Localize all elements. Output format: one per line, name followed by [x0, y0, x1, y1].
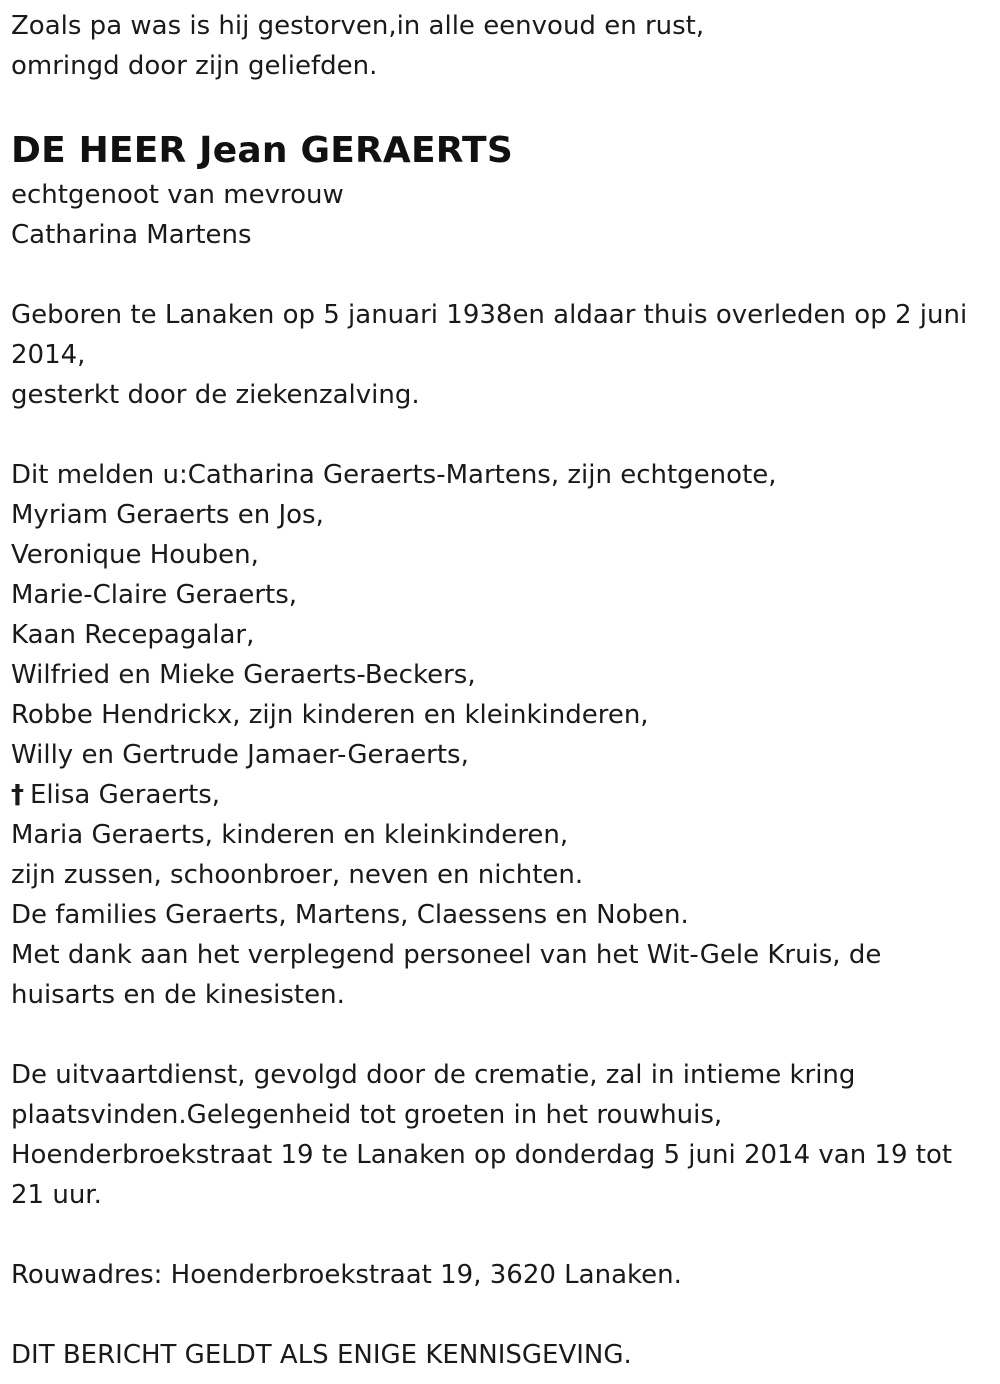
announcers-block [11, 455, 991, 1015]
service-block [11, 1055, 991, 1215]
birth-death-text: Geboren te Lanaken op 5 januari 1938en aldaar thuis overleden op 2 juni 2014, [11, 300, 968, 370]
announcer-line: Maria Geraerts, kinderen en kleinkinderen, [11, 820, 569, 850]
deceased-sister-line [11, 775, 991, 815]
thanks-text: Met dank aan het verplegend personeel van het Wit-Gele Kruis, de huisarts en de kinesisten. [11, 940, 882, 1010]
sacrament-text: gesterkt door de ziekenzalving. [11, 380, 420, 410]
deceased-name: DE HEER Jean GERAERTS [11, 130, 513, 171]
spouse-name: Catharina Martens [11, 220, 252, 250]
mourning-address: Rouwadres: Hoenderbroekstraat 19, 3620 Lanaken. [11, 1260, 682, 1290]
intro-line-1: Zoals pa was is hij gestorven,in alle eenvoud en rust, [11, 11, 705, 41]
announcer-line: Marie-Claire Geraerts, [11, 580, 298, 610]
spouse-label: echtgenoot van mevrouw [11, 180, 344, 210]
birth-death-block [11, 295, 991, 415]
announcer-line: Willy en Gertrude Jamaer-Geraerts, [11, 740, 469, 770]
announcer-line: Robbe Hendrickx, zijn kinderen en kleinkinderen, [11, 700, 649, 730]
spouse-block [11, 175, 991, 255]
deceased-sister-name: Elisa Geraerts, [30, 780, 221, 810]
obituary-notice [11, 0, 991, 1375]
announcer-line: Dit melden u:Catharina Geraerts-Martens, zijn echtgenote, [11, 460, 777, 490]
announcer-line: Veronique Houben, [11, 540, 259, 570]
intro-line-2: omringd door zijn geliefden. [11, 51, 378, 81]
address-block [11, 1255, 991, 1295]
announcer-line: Myriam Geraerts en Jos, [11, 500, 324, 530]
announcer-line: De families Geraerts, Martens, Claessens en Noben. [11, 900, 689, 930]
announcer-line: zijn zussen, schoonbroer, neven en nichten. [11, 860, 584, 890]
intro-quote [11, 0, 991, 86]
cross-icon: † [11, 780, 24, 810]
official-notice: DIT BERICHT GELDT ALS ENIGE KENNISGEVING. [11, 1340, 632, 1370]
announcer-line: Kaan Recepagalar, [11, 620, 255, 650]
notice-block [11, 1335, 991, 1375]
announcer-line: Wilfried en Mieke Geraerts-Beckers, [11, 660, 476, 690]
service-text: De uitvaartdienst, gevolgd door de crematie, zal in intieme kring plaatsvinden.Gelegenheid tot groeten in het rouwhuis, Hoenderbroekstraat 19 te Lanaken op donderdag 5 juni 2014 van 19 tot 21 uur. [11, 1060, 953, 1210]
